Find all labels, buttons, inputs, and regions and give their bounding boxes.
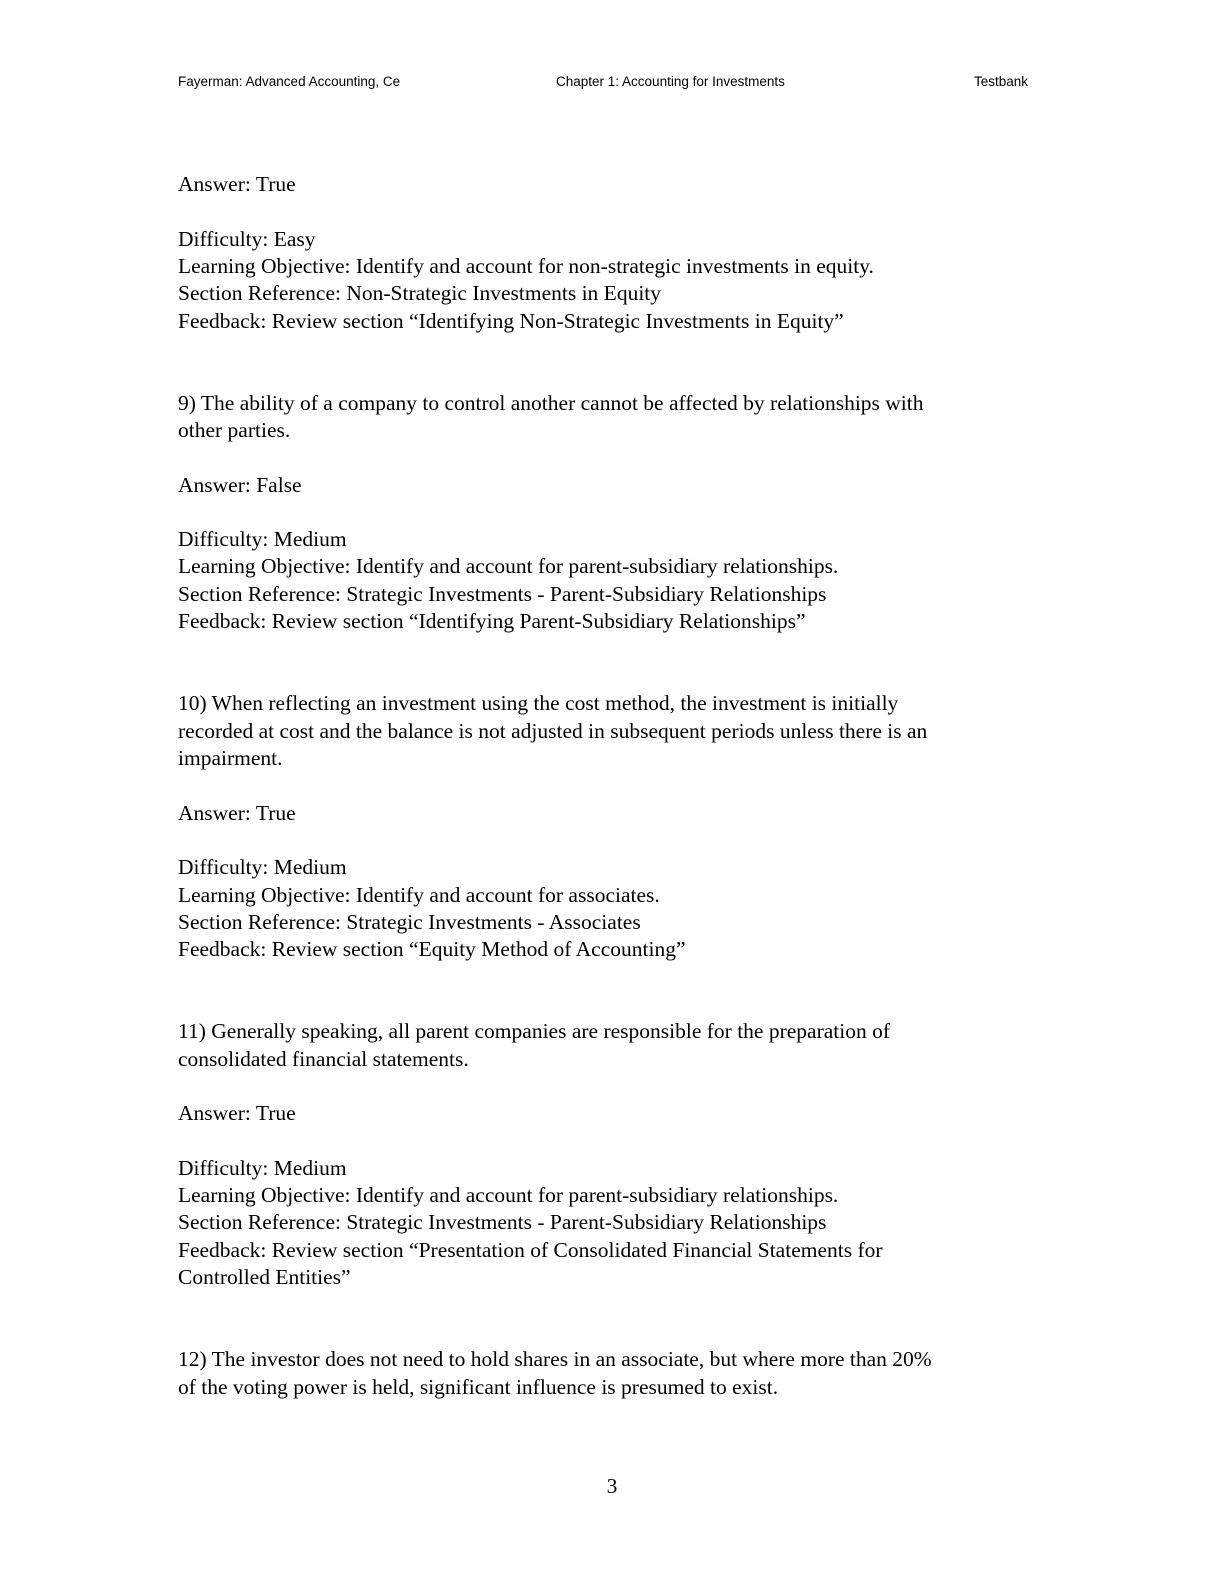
- q10-learning-objective: Learning Objective: Identify and account for associates.: [178, 883, 660, 907]
- header-testbank-label: Testbank: [973, 74, 1028, 89]
- q9-question-line-1: 9) The ability of a company to control another cannot be affected by relationships with: [178, 391, 924, 415]
- q10-feedback: Feedback: Review section “Equity Method of Accounting”: [178, 937, 686, 961]
- header-book-title: Fayerman: Advanced Accounting, Ce: [178, 74, 401, 89]
- page-number: 3: [606, 1474, 618, 1498]
- q11-feedback-line-1: Feedback: Review section “Presentation of Consolidated Financial Statements for: [178, 1238, 883, 1262]
- q9-feedback: Feedback: Review section “Identifying Parent-Subsidiary Relationships”: [178, 609, 806, 633]
- q8-feedback: Feedback: Review section “Identifying Non-Strategic Investments in Equity”: [178, 309, 844, 333]
- q11-answer: Answer: True: [178, 1101, 296, 1125]
- q10-question-line-3: impairment.: [178, 746, 283, 770]
- header-chapter-title: Chapter 1: Accounting for Investments: [556, 74, 785, 89]
- q10-question-line-2: recorded at cost and the balance is not adjusted in subsequent periods unless there is an: [178, 719, 928, 743]
- q10-section-reference: Section Reference: Strategic Investments - Associates: [178, 910, 641, 934]
- q11-difficulty: Difficulty: Medium: [178, 1156, 347, 1180]
- q9-answer: Answer: False: [178, 473, 302, 497]
- q12-question-line-2: of the voting power is held, significant influence is presumed to exist.: [178, 1375, 779, 1399]
- q10-answer: Answer: True: [178, 801, 296, 825]
- q10-question-line-1: 10) When reflecting an investment using the cost method, the investment is initially: [178, 691, 899, 715]
- q9-learning-objective: Learning Objective: Identify and account for parent-subsidiary relationships.: [178, 554, 839, 578]
- q9-section-reference: Section Reference: Strategic Investments - Parent-Subsidiary Relationships: [178, 582, 827, 606]
- q8-section-reference: Section Reference: Non-Strategic Investments in Equity: [178, 281, 662, 305]
- q11-question-line-1: 11) Generally speaking, all parent companies are responsible for the preparation of: [178, 1019, 891, 1043]
- running-header: [178, 72, 1028, 92]
- q8-answer: Answer: True: [178, 172, 296, 196]
- q8-difficulty: Difficulty: Easy: [178, 227, 316, 251]
- q9-question-line-2: other parties.: [178, 418, 291, 442]
- q11-question-line-2: consolidated financial statements.: [178, 1047, 469, 1071]
- q10-difficulty: Difficulty: Medium: [178, 855, 347, 879]
- q8-learning-objective: Learning Objective: Identify and account for non-strategic investments in equity.: [178, 254, 874, 278]
- q11-learning-objective: Learning Objective: Identify and account for parent-subsidiary relationships.: [178, 1183, 839, 1207]
- q11-feedback-line-2: Controlled Entities”: [178, 1265, 351, 1289]
- q12-question-line-1: 12) The investor does not need to hold shares in an associate, but where more than 20%: [178, 1347, 932, 1371]
- q11-section-reference: Section Reference: Strategic Investments - Parent-Subsidiary Relationships: [178, 1210, 827, 1234]
- q9-difficulty: Difficulty: Medium: [178, 527, 347, 551]
